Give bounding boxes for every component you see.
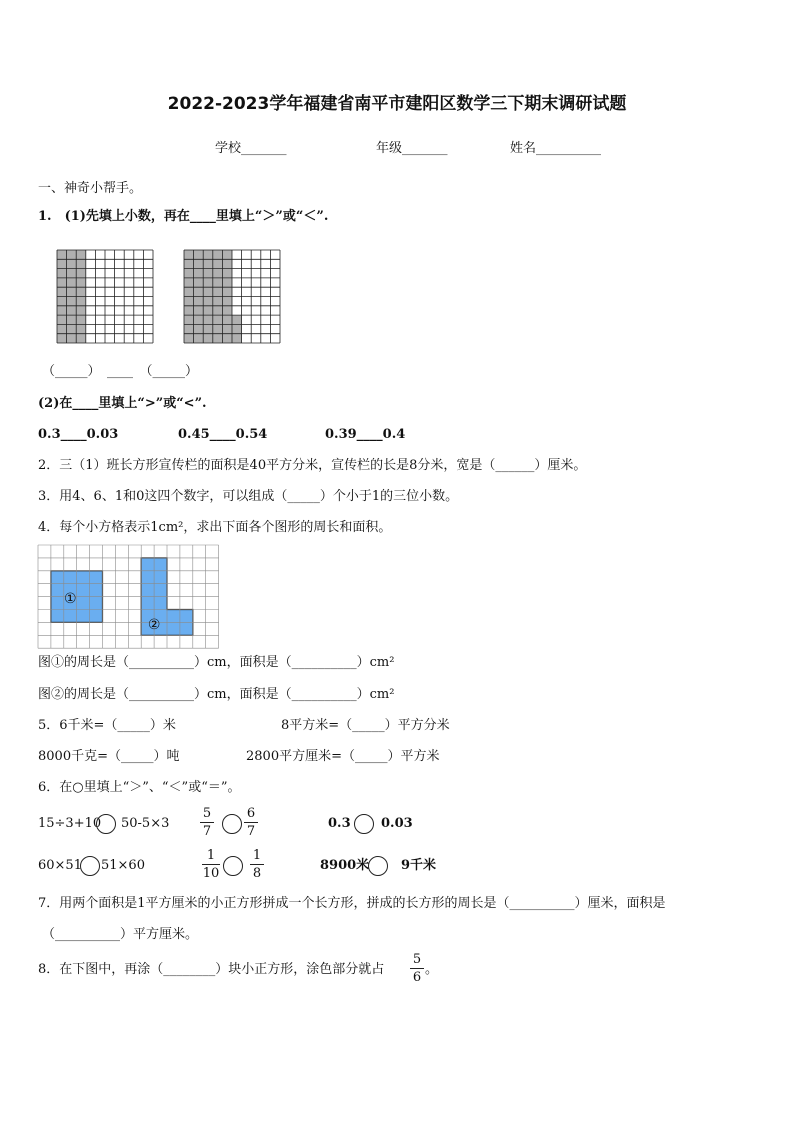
shaded-cell (213, 334, 223, 343)
shaded-cell (57, 287, 67, 296)
shaded-cell (76, 334, 86, 343)
question-7-line-1: 7．用两个面积是1平方厘米的小正方形拼成一个长方形，拼成的长方形的周长是（__________）厘米，面积是 (38, 896, 666, 911)
shaded-cell (57, 278, 67, 287)
question-1-text: 1. (1)先填上小数，再在____里填上“＞”或“＜”. (38, 209, 329, 224)
hundred-grid-2 (184, 250, 280, 343)
shaded-cell (67, 278, 77, 287)
shaded-cell (76, 278, 86, 287)
shaded-cell (184, 334, 194, 343)
numerator: 5 (412, 952, 422, 967)
shaded-cell (203, 269, 213, 278)
shape-1-label: ① (63, 591, 77, 608)
shaded-cell (213, 269, 223, 278)
shaded-cell (67, 334, 77, 343)
question-6-text: 6．在○里填上“＞”、“＜”或“＝”。 (38, 780, 241, 795)
shaded-cell (222, 315, 232, 324)
shaded-cell (203, 334, 213, 343)
shaded-cell (213, 259, 223, 268)
shaded-cell (67, 287, 77, 296)
shaded-cell (222, 306, 232, 315)
shaded-cell (222, 278, 232, 287)
shaded-cell (194, 324, 204, 333)
shaded-cell (222, 250, 232, 259)
shape-grid (38, 545, 220, 645)
shaded-cell (184, 269, 194, 278)
question-5-d: 2800平方厘米=（_____）平方米 (246, 749, 440, 764)
denominator: 7 (246, 824, 256, 839)
shaded-cell (76, 306, 86, 315)
q6-r2a-right: 51×60 (101, 858, 145, 873)
shaded-cell (194, 315, 204, 324)
question-5-a: 5．6千米=（_____）米 (38, 718, 176, 733)
shaded-cell (67, 297, 77, 306)
name-field: 姓名__________ (510, 141, 602, 156)
question-7-line-2: （__________）平方厘米。 (42, 927, 199, 942)
shaded-cell (213, 306, 223, 315)
shaded-cell (184, 259, 194, 268)
denominator: 6 (412, 970, 422, 985)
numerator: 1 (252, 848, 262, 863)
shaded-cell (76, 250, 86, 259)
compare-circle-5[interactable] (223, 856, 243, 876)
shaded-cell (232, 315, 242, 324)
question-5-c: 8000千克=（_____）吨 (38, 749, 180, 764)
hundred-grid-1 (57, 250, 153, 343)
shaded-cell (213, 315, 223, 324)
shaded-cell (76, 315, 86, 324)
fraction-5-6 (410, 952, 424, 985)
compare-2: 0.45____0.54 (178, 427, 268, 442)
grade-field: 年级_______ (376, 141, 448, 156)
compare-circle-2[interactable] (222, 814, 242, 834)
shaded-cell (203, 306, 213, 315)
q6-r2a-left: 60×51 (38, 858, 82, 873)
shaded-cell (213, 250, 223, 259)
q6-r2c-left: 8900米 (320, 858, 370, 873)
shaded-cell (184, 250, 194, 259)
numerator: 6 (246, 806, 256, 821)
shaded-cell (57, 250, 67, 259)
shaded-cell (67, 250, 77, 259)
shaded-cell (222, 287, 232, 296)
question-4-text: 4．每个小方格表示1cm²，求出下面各个图形的周长和面积。 (38, 520, 392, 535)
shaded-cell (184, 315, 194, 324)
shaded-cell (57, 324, 67, 333)
question-1-part2: (2)在____里填上“>”或“<”. (38, 396, 207, 411)
shaded-cell (76, 297, 86, 306)
shaded-cell (222, 324, 232, 333)
question-1-blanks: （_____） ____ （_____） (42, 364, 199, 379)
shaded-cell (203, 259, 213, 268)
shaded-cell (67, 269, 77, 278)
denominator: 10 (202, 866, 220, 881)
question-2-text: 2．三（1）班长方形宣传栏的面积是40平方分米，宣传栏的长是8分米，宽是（______）厘米。 (38, 458, 587, 473)
shaded-cell (203, 278, 213, 287)
shaded-cell (194, 278, 204, 287)
shaded-cell (194, 297, 204, 306)
denominator: 7 (202, 824, 212, 839)
shaded-cell (222, 334, 232, 343)
q6-r1c-right: 0.03 (381, 816, 413, 831)
shape-2-label: ② (147, 616, 161, 633)
fraction-1-8 (250, 848, 264, 881)
shaded-cell (203, 297, 213, 306)
shaded-cell (213, 287, 223, 296)
denominator: 8 (252, 866, 262, 881)
shaded-cell (222, 297, 232, 306)
shaded-cell (194, 259, 204, 268)
shaded-cell (57, 315, 67, 324)
shaded-cell (194, 334, 204, 343)
shaded-cell (203, 250, 213, 259)
shaded-cell (67, 315, 77, 324)
q6-r2c-right: 9千米 (401, 858, 437, 873)
fraction-5-7 (200, 806, 214, 839)
shaded-cell (184, 297, 194, 306)
numerator: 1 (206, 848, 216, 863)
shaded-cell (76, 324, 86, 333)
shaded-cell (222, 269, 232, 278)
question-8-text: 8．在下图中，再涂（________）块小正方形，涂色部分就占 (38, 962, 385, 977)
shaded-cell (67, 306, 77, 315)
fraction-1-10 (202, 848, 220, 881)
question-5-b: 8平方米=（_____）平方分米 (281, 718, 450, 733)
compare-circle-1[interactable] (96, 814, 116, 834)
section-heading: 一、神奇小帮手。 (38, 181, 143, 196)
shaded-cell (213, 278, 223, 287)
shaded-cell (76, 269, 86, 278)
question-4-answer-2: 图②的周长是（__________）cm，面积是（__________）cm² (38, 687, 395, 702)
shaded-cell (57, 306, 67, 315)
shaded-cell (67, 259, 77, 268)
question-8-end: 。 (425, 962, 439, 977)
shaded-cell (184, 324, 194, 333)
shaded-cell (232, 334, 242, 343)
shaded-cell (203, 315, 213, 324)
compare-1: 0.3____0.03 (38, 427, 119, 442)
shaded-cell (203, 287, 213, 296)
shaded-cell (203, 324, 213, 333)
shaded-cell (194, 287, 204, 296)
school-field: 学校_______ (215, 141, 287, 156)
shaded-cell (213, 324, 223, 333)
q6-r1a-right: 50-5×3 (121, 816, 170, 831)
numerator: 5 (202, 806, 212, 821)
compare-3: 0.39____0.4 (325, 427, 406, 442)
shaded-cell (194, 250, 204, 259)
shaded-cell (67, 324, 77, 333)
fraction-6-7 (244, 806, 258, 839)
compare-circle-6[interactable] (368, 856, 388, 876)
shaded-cell (184, 287, 194, 296)
shaded-cell (184, 306, 194, 315)
q6-r1c-left: 0.3 (328, 816, 351, 831)
shaded-cell (76, 259, 86, 268)
shaded-cell (57, 297, 67, 306)
question-3-text: 3．用4、6、1和0这四个数字，可以组成（_____）个小于1的三位小数。 (38, 489, 459, 504)
shaded-cell (57, 259, 67, 268)
shaded-cell (194, 269, 204, 278)
question-4-answer-1: 图①的周长是（__________）cm，面积是（__________）cm² (38, 655, 395, 670)
compare-circle-3[interactable] (354, 814, 374, 834)
shaded-cell (194, 306, 204, 315)
shaded-cell (222, 259, 232, 268)
shaded-cell (232, 324, 242, 333)
shaded-cell (76, 287, 86, 296)
shaded-cell (57, 334, 67, 343)
shaded-cell (57, 269, 67, 278)
shaded-cell (184, 278, 194, 287)
compare-circle-4[interactable] (80, 856, 100, 876)
page-title: 2022-2023学年福建省南平市建阳区数学三下期末调研试题 (167, 94, 627, 114)
shaded-cell (213, 297, 223, 306)
q6-r1a-left: 15÷3+10 (38, 816, 102, 831)
